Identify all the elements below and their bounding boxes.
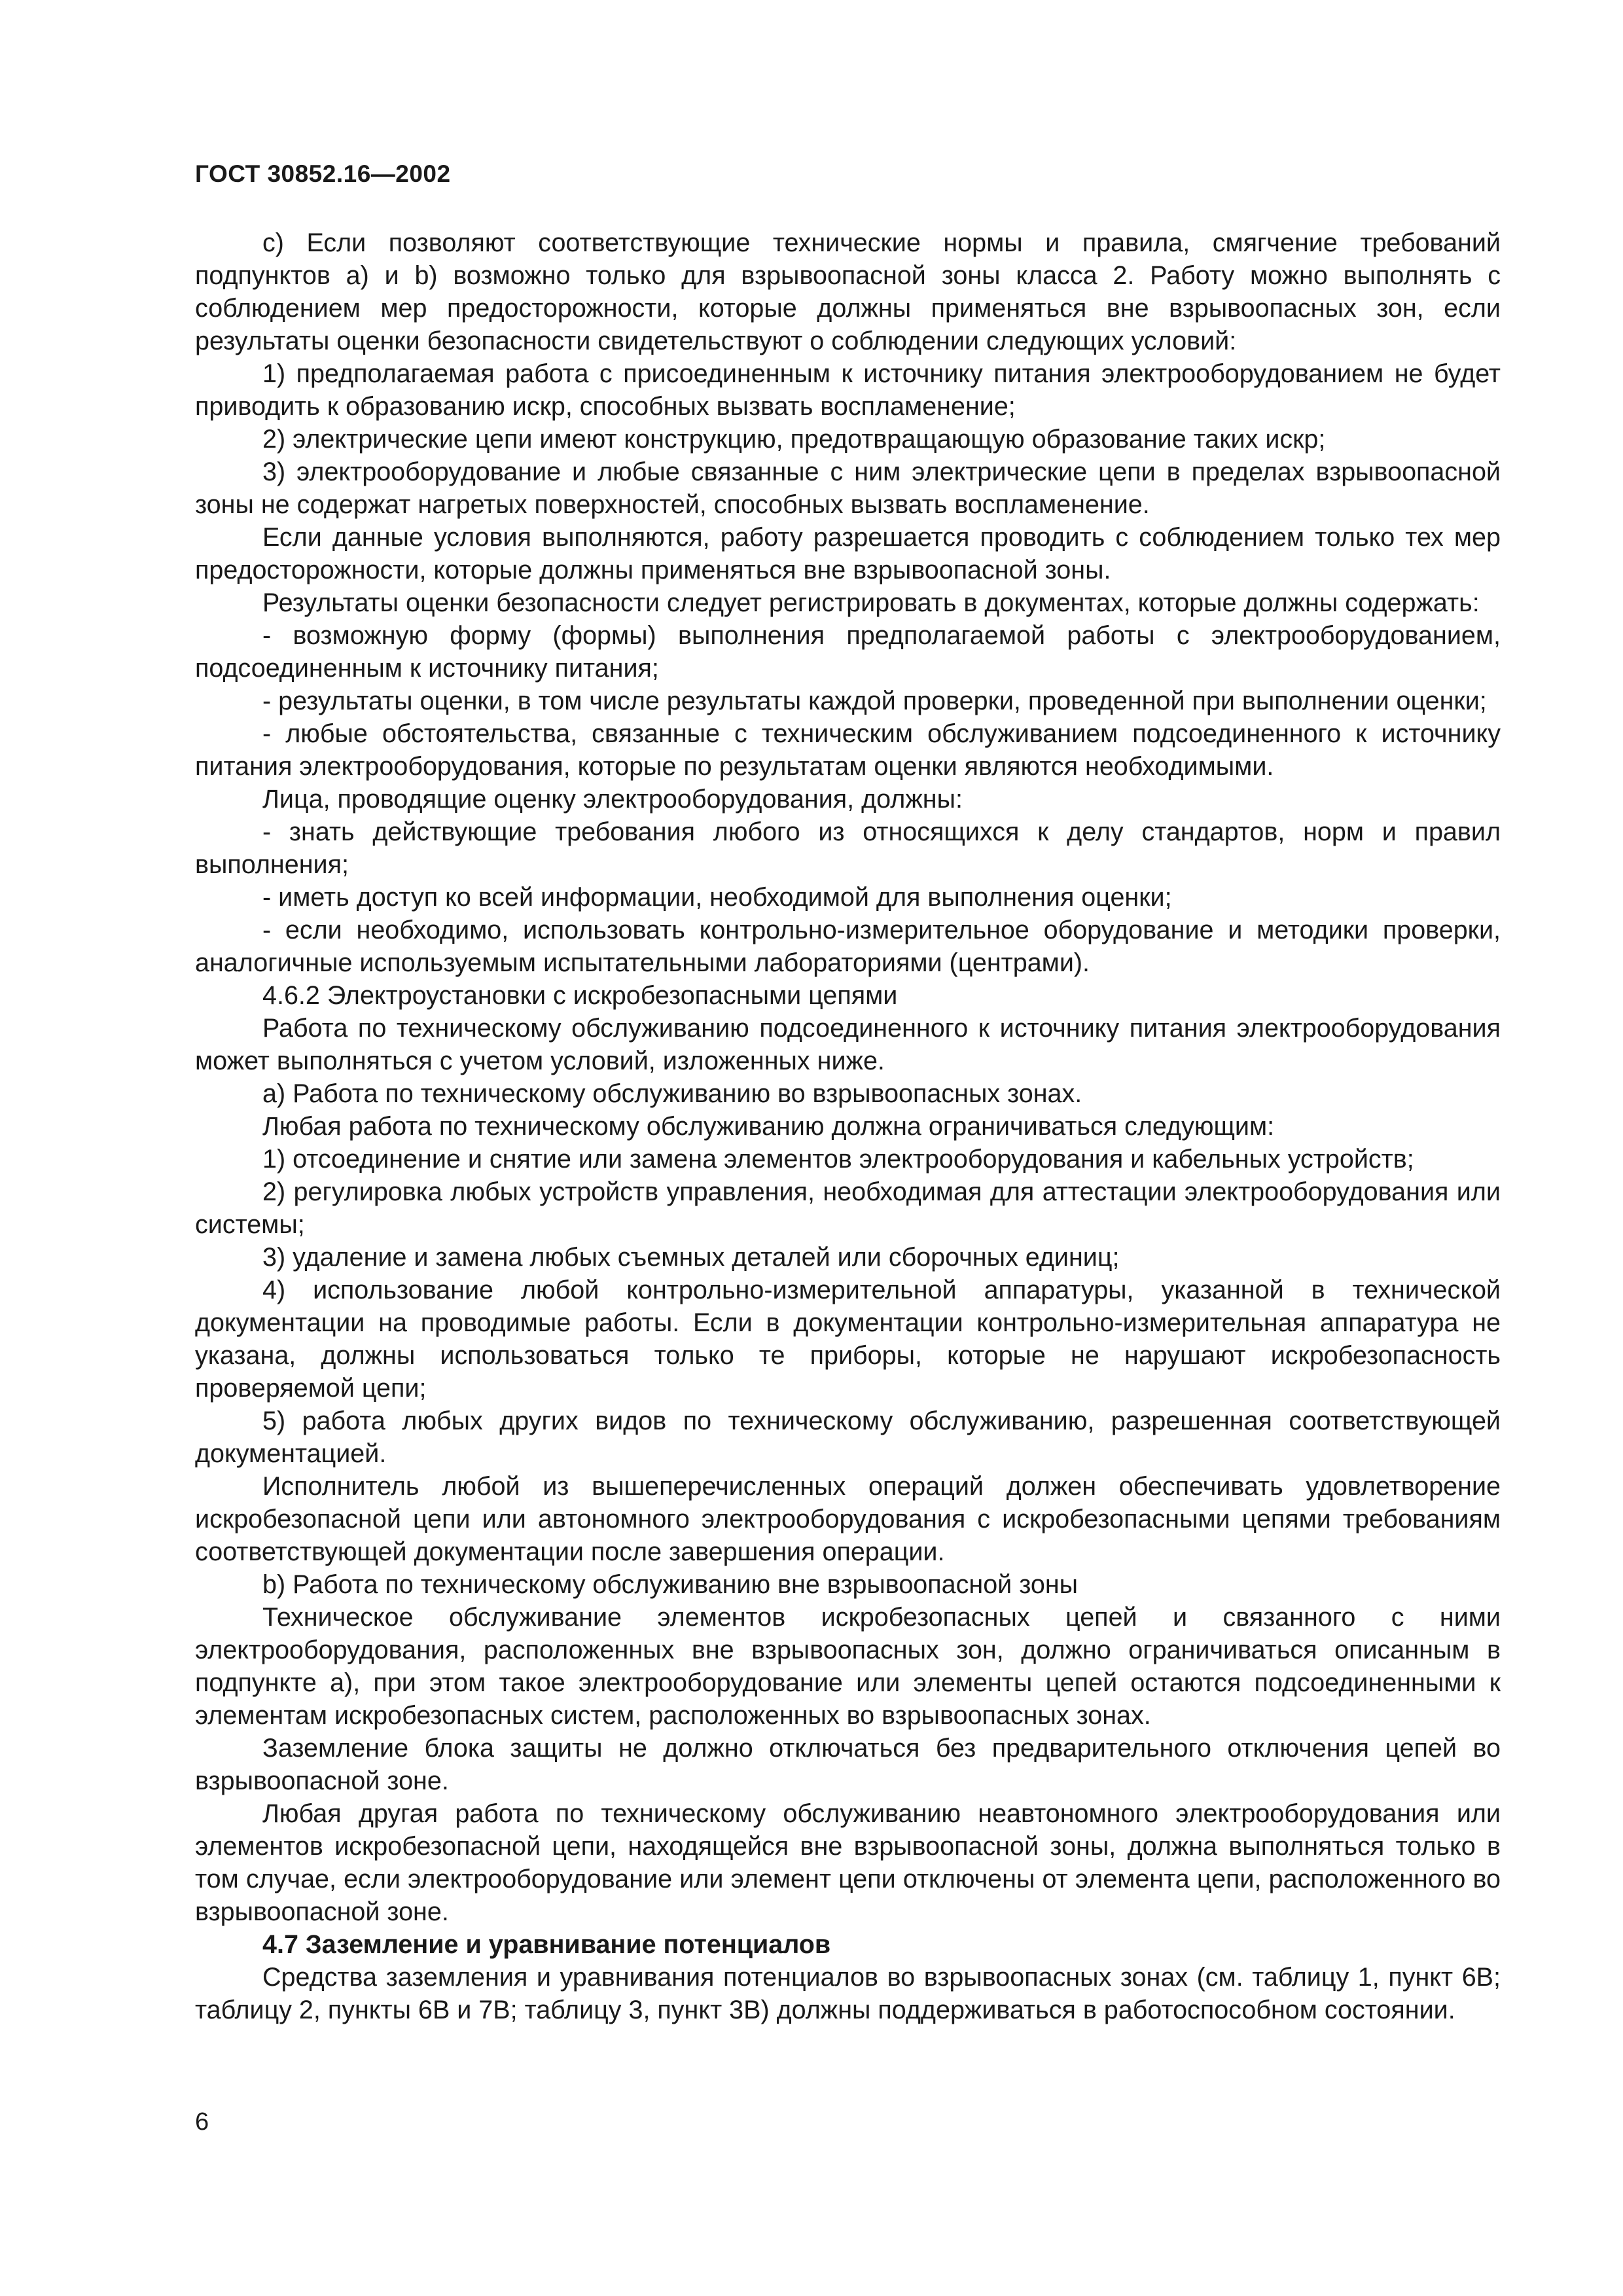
paragraph: - знать действующие требования любого из относящихся к делу стандартов, норм и правил выполнения; [195, 817, 1501, 879]
paragraph: 1) отсоединение и снятие или замена элементов электрооборудования и кабельных устройств; [262, 1145, 1414, 1174]
paragraph: - результаты оценки, в том числе результаты каждой проверки, проведенной при выполнении оценки; [262, 687, 1487, 715]
document-body [195, 226, 1501, 2026]
section-heading: 4.7 Заземление и уравнивание потенциалов [262, 1930, 831, 1959]
document-header: ГОСТ 30852.16—2002 [195, 160, 451, 187]
paragraph: a) Работа по техническому обслуживанию во взрывоопасных зонах. [262, 1079, 1082, 1108]
page-number: 6 [195, 2108, 209, 2136]
paragraph: Средства заземления и уравнивания потенциалов во взрывоопасных зонах (см. таблицу 1, пункт 6В; таблицу 2, пункты 6В и 7В; таблицу 3, пункт 3В) должны поддерживаться в работоспособном состоянии. [195, 1963, 1501, 2024]
paragraph: Исполнитель любой из вышеперечисленных операций должен обеспечивать удовлетворение искробезопасной цепи или автономного электрооборудования с искробезопасными цепями требованиям соответствующей документации после завершения операции. [195, 1472, 1501, 1566]
paragraph: b) Работа по техническому обслуживанию вне взрывоопасной зоны [262, 1570, 1079, 1599]
subsection-title: 4.6.2 Электроустановки с искробезопасными цепями [262, 981, 898, 1010]
paragraph: 3) электрооборудование и любые связанные с ним электрические цепи в пределах взрывоопасной зоны не содержат нагретых поверхностей, способных вызвать воспламенение. [195, 457, 1501, 519]
paragraph: - возможную форму (формы) выполнения предполагаемой работы с электрооборудованием, подсоединенным к источнику питания; [195, 621, 1501, 683]
paragraph: Лица, проводящие оценку электрооборудования, должны: [262, 785, 963, 814]
paragraph: 2) электрические цепи имеют конструкцию, предотвращающую образование таких искр; [262, 425, 1326, 454]
paragraph: - любые обстоятельства, связанные с техническим обслуживанием подсоединенного к источнику питания электрооборудования, которые по результатам оценки являются необходимыми. [195, 719, 1501, 781]
paragraph: c) Если позволяют соответствующие технические нормы и правила, смягчение требований подпунктов a) и b) возможно только для взрывоопасной зоны класса 2. Работу можно выполнять с соблюдением мер предосторожности, которые должны применяться вне взрывоопасных зон, если результаты оценки безопасности свидетельствуют о соблюдении следующих условий: [195, 228, 1501, 355]
paragraph: Работа по техническому обслуживанию подсоединенного к источнику питания электрооборудования может выполняться с учетом условий, изложенных ниже. [195, 1014, 1501, 1075]
paragraph: 2) регулировка любых устройств управления, необходимая для аттестации электрооборудования или системы; [195, 1177, 1501, 1239]
paragraph: 1) предполагаемая работа с присоединенным к источнику питания электрооборудованием не будет приводить к образованию искр, способных вызвать воспламенение; [195, 359, 1501, 421]
paragraph: Техническое обслуживание элементов искробезопасных цепей и связанного с ними электрооборудования, расположенных вне взрывоопасных зон, должно ограничиваться описанным в подпункте a), при этом такое электрооборудование или элементы цепей остаются подсоединенными к элементам искробезопасных систем, расположенных во взрывоопасных зонах. [195, 1603, 1501, 1730]
paragraph: Если данные условия выполняются, работу разрешается проводить с соблюдением только тех мер предосторожности, которые должны применяться вне взрывоопасной зоны. [195, 523, 1501, 584]
paragraph: - иметь доступ ко всей информации, необходимой для выполнения оценки; [262, 883, 1172, 912]
paragraph: - если необходимо, использовать контрольно-измерительное оборудование и методики проверки, аналогичные используемым испытательными лабораториями (центрами). [195, 916, 1501, 977]
paragraph: Результаты оценки безопасности следует регистрировать в документах, которые должны содержать: [262, 588, 1480, 617]
paragraph: 4) использование любой контрольно-измерительной аппаратуры, указанной в технической документации на проводимые работы. Если в документации контрольно-измерительная аппаратура не указана, должны использоваться только те приборы, которые не нарушают искробезопасность проверяемой цепи; [195, 1276, 1501, 1403]
paragraph: 5) работа любых других видов по техническому обслуживанию, разрешенная соответствующей документацией. [195, 1407, 1501, 1468]
paragraph: Заземление блока защиты не должно отключаться без предварительного отключения цепей во взрывоопасной зоне. [195, 1734, 1501, 1795]
paragraph: Любая работа по техническому обслуживанию должна ограничиваться следующим: [262, 1112, 1275, 1141]
paragraph: 3) удаление и замена любых съемных деталей или сборочных единиц; [262, 1243, 1120, 1272]
paragraph: Любая другая работа по техническому обслуживанию неавтономного электрооборудования или элементов искробезопасной цепи, находящейся вне взрывоопасной зоны, должна выполняться только в том случае, если электрооборудование или элемент цепи отключены от элемента цепи, расположенного во взрывоопасной зоне. [195, 1799, 1501, 1926]
